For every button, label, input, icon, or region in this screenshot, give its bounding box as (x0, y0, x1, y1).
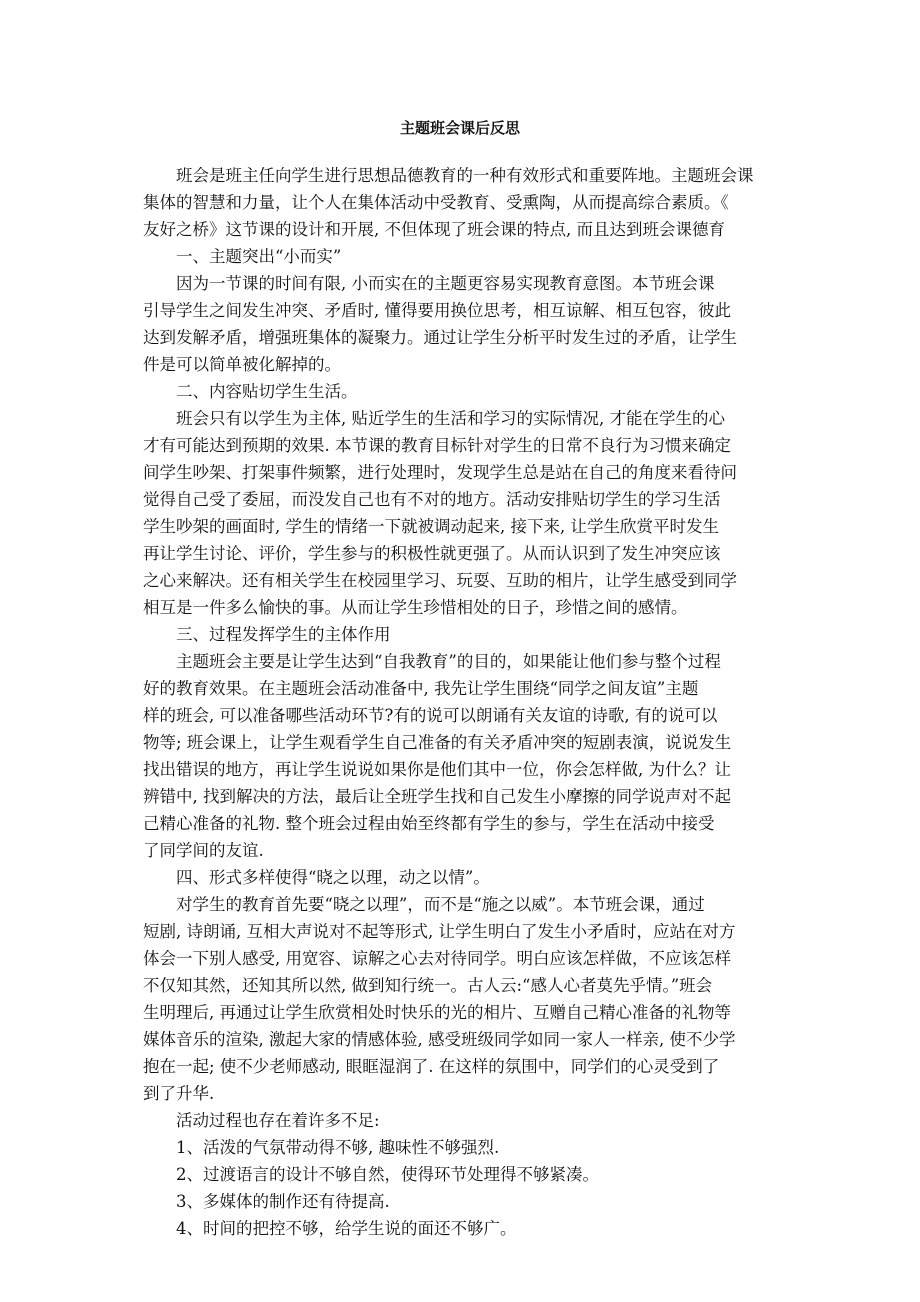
paragraph-line: 间学生吵架、打架事件频繁，进行处理时，发现学生总是站在自己的角度来看待问 (143, 463, 737, 482)
paragraph-line: 集体的智慧和力量，让个人在集体活动中受教育、受熏陶，从而提高综合素质。《 (143, 193, 729, 212)
paragraph-line: 不仅知其然，还知其所以然, 做到知行统一。古人云:“感人心者莫先乎情。”班会 (143, 976, 713, 995)
document-title: 主题班会课后反思 (399, 119, 520, 137)
paragraph-line: 体会一下别人感受, 用宽容、谅解之心去对待同学。明白应该怎样做，不应该怎样 (143, 949, 731, 968)
paragraph-line: 班会是班主任向学生进行思想品德教育的一种有效形式和重要阵地。主题班会课 (176, 166, 754, 185)
paragraph-line: 好的教育效果。在主题班会活动准备中, 我先让学生围绕“同学之间友谊”主题 (143, 679, 699, 698)
paragraph-line: 活动过程也存在着许多不足: (176, 1111, 380, 1130)
paragraph-line: 媒体音乐的渲染, 激起大家的情感体验, 感受班级同学如同一家人一样亲, 使不少学 (143, 1030, 736, 1049)
paragraph-line: 因为一节课的时间有限, 小而实在的主题更容易实现教育意图。本节班会课 (176, 274, 715, 293)
document-body (143, 162, 783, 1242)
paragraph-line: 短剧, 诗朗诵, 互相大声说对不起等形式, 让学生明白了发生小矛盾时，应站在对方 (143, 922, 736, 941)
list-item: 4、时间的把控不够，给学生说的面还不够广。 (176, 1219, 517, 1238)
paragraph-line: 对学生的教育首先要“晓之以理”，而不是“施之以威”。本节班会课，通过 (176, 895, 705, 914)
paragraph-line: 找出错误的地方，再让学生说说如果你是他们其中一位，你会怎样做, 为什么？让 (143, 760, 731, 779)
paragraph-line: 引导学生之间发生冲突、矛盾时, 懂得要用换位思考，相互谅解、相互包容，彼此 (143, 301, 731, 320)
paragraph-line: 才有可能达到预期的效果. 本节课的教育目标针对学生的日常不良行为习惯来确定 (143, 436, 731, 455)
paragraph-line: 抱在一起; 使不少老师感动, 眼眶湿润了. 在这样的氛围中，同学们的心灵受到了 (143, 1057, 720, 1076)
paragraph-line: 了同学间的友谊. (143, 841, 264, 860)
paragraph-line: 班会只有以学生为主体, 贴近学生的生活和学习的实际情况, 才能在学生的心 (176, 409, 725, 428)
paragraph-line: 再让学生讨论、评价，学生参与的积极性就更强了。从而认识到了发生冲突应该 (143, 544, 721, 563)
paragraph-line: 件是可以简单被化解掉的。 (143, 355, 341, 374)
paragraph-line: 之心来解决。还有相关学生在校园里学习、玩耍、互助的相片，让学生感受到同学 (143, 571, 737, 590)
paragraph-line: 相互是一件多么愉快的事。从而让学生珍惜相处的日子，珍惜之间的感情。 (143, 598, 688, 617)
paragraph-line: 觉得自己受了委屈，而没发自己也有不对的地方。活动安排贴切学生的学习生活 (143, 490, 721, 509)
list-item: 2、过渡语言的设计不够自然，使得环节处理得不够紧凑。 (176, 1165, 599, 1184)
section-heading: 二、内容贴切学生生活。 (176, 382, 358, 401)
section-heading: 三、过程发挥学生的主体作用 (176, 625, 391, 644)
list-item: 1、活泼的气氛带动得不够, 趣味性不够强烈. (176, 1138, 500, 1157)
paragraph-line: 友好之桥》这节课的设计和开展, 不但体现了班会课的特点, 而且达到班会课德育 (143, 220, 725, 239)
paragraph-line: 到了升华. (143, 1084, 215, 1103)
section-heading: 一、主题突出“小而实” (176, 247, 342, 266)
paragraph-line: 生明理后, 再通过让学生欣赏相处时快乐的光的相片、互赠自己精心准备的礼物等 (143, 1003, 731, 1022)
paragraph-line: 物等; 班会课上，让学生观看学生自己准备的有关矛盾冲突的短剧表演，说说发生 (143, 733, 732, 752)
paragraph-line: 样的班会, 可以准备哪些活动环节?有的说可以朗诵有关友谊的诗歌, 有的说可以 (143, 706, 718, 725)
paragraph-line: 主题班会主要是让学生达到“自我教育”的目的，如果能让他们参与整个过程 (176, 652, 721, 671)
paragraph-line: 学生吵架的画面时, 学生的情绪一下就被调动起来, 接下来, 让学生欣赏平时发生 (143, 517, 719, 536)
list-item: 3、多媒体的制作还有待提高. (176, 1192, 390, 1211)
paragraph-line: 辨错中, 找到解决的方法，最后让全班学生找和自己发生小摩擦的同学说声对不起 (143, 787, 731, 806)
paragraph-line: 达到发解矛盾，增强班集体的凝聚力。通过让学生分析平时发生过的矛盾，让学生 (143, 328, 737, 347)
paragraph-line: 己精心准备的礼物. 整个班会过程由始至终都有学生的参与，学生在活动中接受 (143, 814, 715, 833)
section-heading: 四、形式多样使得“晓之以理，动之以情”。 (176, 868, 490, 887)
